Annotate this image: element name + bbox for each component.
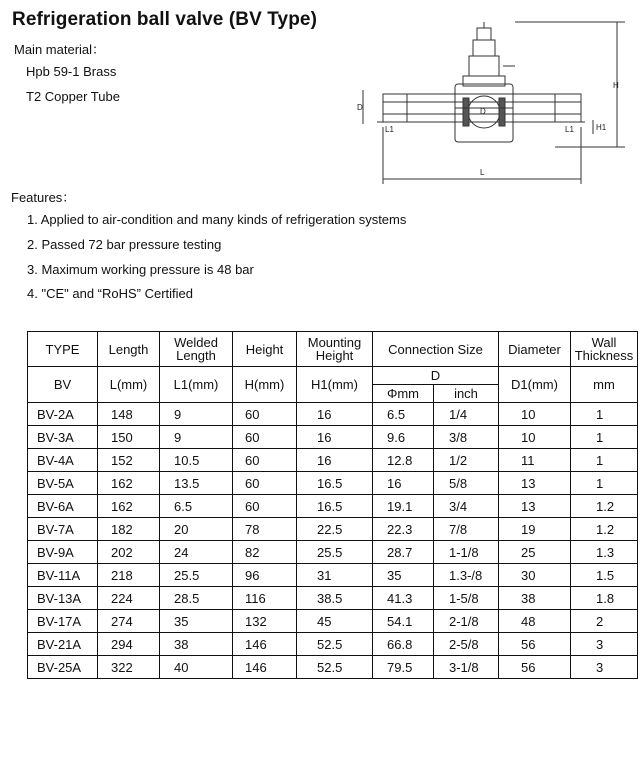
cell-wall-thickness: 3 xyxy=(571,633,638,656)
feature-item-3: 3. Maximum working pressure is 48 bar xyxy=(27,262,254,277)
page-title: Refrigeration ball valve (BV Type) xyxy=(12,9,318,30)
cell-inch: 3-1/8 xyxy=(434,656,499,679)
cell-height: 82 xyxy=(233,541,297,564)
cell-mounting-height: 16.5 xyxy=(297,472,373,495)
cell-mounting-height: 16 xyxy=(297,403,373,426)
cell-type: BV-7A xyxy=(28,518,98,541)
cell-wall-thickness: 1.5 xyxy=(571,564,638,587)
feature-item-2: 2. Passed 72 bar pressure testing xyxy=(27,237,222,252)
cell-diameter: 10 xyxy=(499,403,571,426)
cell-phi-mm: 41.3 xyxy=(373,587,434,610)
cell-wall-thickness: 3 xyxy=(571,656,638,679)
cell-phi-mm: 16 xyxy=(373,472,434,495)
dim-label-h1: H1 xyxy=(596,123,607,132)
cell-welded-length: 10.5 xyxy=(160,449,233,472)
col-header-wall-thickness: Wall Thickness xyxy=(571,332,638,367)
cell-welded-length: 6.5 xyxy=(160,495,233,518)
spec-table xyxy=(27,331,638,679)
cell-type: BV-5A xyxy=(28,472,98,495)
col-header-mounting-height: Mounting Height xyxy=(297,332,373,367)
cell-inch: 3/4 xyxy=(434,495,499,518)
col-header-length: Length xyxy=(98,332,160,367)
cell-length: 202 xyxy=(98,541,160,564)
col-header-diameter: Diameter xyxy=(499,332,571,367)
cell-length: 162 xyxy=(98,472,160,495)
cell-phi-mm: 28.7 xyxy=(373,541,434,564)
cell-phi-mm: 12.8 xyxy=(373,449,434,472)
unit-header-bv: BV xyxy=(28,367,98,403)
cell-wall-thickness: 2 xyxy=(571,610,638,633)
cell-diameter: 13 xyxy=(499,472,571,495)
cell-type: BV-13A xyxy=(28,587,98,610)
unit-header-phi-mm: Φmm xyxy=(373,385,434,403)
col-header-connection-size: Connection Size xyxy=(373,332,499,367)
table-row xyxy=(28,564,638,587)
cell-height: 116 xyxy=(233,587,297,610)
main-material-label: Main material： xyxy=(14,42,106,57)
cell-inch: 3/8 xyxy=(434,426,499,449)
material-item-copper-tube: T2 Copper Tube xyxy=(26,89,120,104)
cell-phi-mm: 6.5 xyxy=(373,403,434,426)
cell-welded-length: 24 xyxy=(160,541,233,564)
cell-diameter: 48 xyxy=(499,610,571,633)
cell-length: 148 xyxy=(98,403,160,426)
cell-mounting-height: 45 xyxy=(297,610,373,633)
cell-wall-thickness: 1.8 xyxy=(571,587,638,610)
cell-welded-length: 40 xyxy=(160,656,233,679)
cell-inch: 5/8 xyxy=(434,472,499,495)
cell-height: 146 xyxy=(233,633,297,656)
cell-inch: 2-1/8 xyxy=(434,610,499,633)
cell-length: 152 xyxy=(98,449,160,472)
col-header-welded-length: Welded Length xyxy=(160,332,233,367)
cell-welded-length: 28.5 xyxy=(160,587,233,610)
cell-welded-length: 38 xyxy=(160,633,233,656)
cell-length: 322 xyxy=(98,656,160,679)
dim-label-d-inner: D xyxy=(480,107,486,116)
cell-diameter: 56 xyxy=(499,656,571,679)
cell-mounting-height: 16 xyxy=(297,449,373,472)
cell-length: 218 xyxy=(98,564,160,587)
feature-item-4: 4. "CE" and “RoHS” Certified xyxy=(27,286,194,301)
cell-type: BV-9A xyxy=(28,541,98,564)
cell-diameter: 30 xyxy=(499,564,571,587)
dim-label-h: H xyxy=(613,81,619,90)
valve-technical-drawing xyxy=(355,12,640,187)
cell-height: 60 xyxy=(233,403,297,426)
cell-phi-mm: 54.1 xyxy=(373,610,434,633)
cell-phi-mm: 9.6 xyxy=(373,426,434,449)
cell-wall-thickness: 1 xyxy=(571,403,638,426)
feature-item-1: 1. Applied to air-condition and many kinds of refrigeration systems xyxy=(27,212,407,227)
cell-inch: 1/4 xyxy=(434,403,499,426)
cell-height: 146 xyxy=(233,656,297,679)
cell-diameter: 13 xyxy=(499,495,571,518)
cell-mounting-height: 16 xyxy=(297,426,373,449)
unit-header-d1: D1(mm) xyxy=(499,367,571,403)
table-row xyxy=(28,426,638,449)
cell-diameter: 25 xyxy=(499,541,571,564)
cell-height: 60 xyxy=(233,495,297,518)
cell-mounting-height: 38.5 xyxy=(297,587,373,610)
cell-length: 274 xyxy=(98,610,160,633)
cell-type: BV-4A xyxy=(28,449,98,472)
cell-height: 96 xyxy=(233,564,297,587)
cell-diameter: 38 xyxy=(499,587,571,610)
col-header-type: TYPE xyxy=(28,332,98,367)
table-row xyxy=(28,472,638,495)
dim-label-l1-right: L1 xyxy=(565,125,574,134)
cell-mounting-height: 52.5 xyxy=(297,633,373,656)
table-row xyxy=(28,633,638,656)
cell-height: 132 xyxy=(233,610,297,633)
table-row xyxy=(28,495,638,518)
cell-length: 150 xyxy=(98,426,160,449)
cell-welded-length: 9 xyxy=(160,426,233,449)
cell-height: 60 xyxy=(233,449,297,472)
cell-height: 60 xyxy=(233,472,297,495)
table-row xyxy=(28,518,638,541)
cell-wall-thickness: 1 xyxy=(571,449,638,472)
cell-welded-length: 25.5 xyxy=(160,564,233,587)
cell-phi-mm: 19.1 xyxy=(373,495,434,518)
unit-header-l1: L1(mm) xyxy=(160,367,233,403)
cell-phi-mm: 66.8 xyxy=(373,633,434,656)
cell-type: BV-2A xyxy=(28,403,98,426)
cell-type: BV-6A xyxy=(28,495,98,518)
cell-type: BV-17A xyxy=(28,610,98,633)
cell-inch: 1.3-/8 xyxy=(434,564,499,587)
cell-phi-mm: 79.5 xyxy=(373,656,434,679)
cell-wall-thickness: 1.2 xyxy=(571,518,638,541)
cell-length: 162 xyxy=(98,495,160,518)
table-row xyxy=(28,656,638,679)
cell-length: 294 xyxy=(98,633,160,656)
cell-inch: 1-1/8 xyxy=(434,541,499,564)
unit-header-h1: H1(mm) xyxy=(297,367,373,403)
cell-inch: 2-5/8 xyxy=(434,633,499,656)
cell-mounting-height: 52.5 xyxy=(297,656,373,679)
table-row xyxy=(28,449,638,472)
cell-welded-length: 9 xyxy=(160,403,233,426)
cell-diameter: 56 xyxy=(499,633,571,656)
cell-welded-length: 20 xyxy=(160,518,233,541)
cell-mounting-height: 16.5 xyxy=(297,495,373,518)
col-header-height: Height xyxy=(233,332,297,367)
cell-diameter: 11 xyxy=(499,449,571,472)
table-row xyxy=(28,541,638,564)
cell-height: 60 xyxy=(233,426,297,449)
unit-header-mm: mm xyxy=(571,367,638,403)
dim-label-l: L xyxy=(480,168,485,177)
cell-wall-thickness: 1 xyxy=(571,426,638,449)
cell-length: 224 xyxy=(98,587,160,610)
cell-inch: 7/8 xyxy=(434,518,499,541)
cell-type: BV-25A xyxy=(28,656,98,679)
dim-label-d: D xyxy=(357,103,363,112)
cell-mounting-height: 25.5 xyxy=(297,541,373,564)
unit-header-d: D xyxy=(373,367,499,385)
material-item-brass: Hpb 59-1 Brass xyxy=(26,64,117,79)
cell-wall-thickness: 1.2 xyxy=(571,495,638,518)
cell-diameter: 10 xyxy=(499,426,571,449)
cell-inch: 1/2 xyxy=(434,449,499,472)
table-row xyxy=(28,403,638,426)
unit-header-l: L(mm) xyxy=(98,367,160,403)
cell-type: BV-3A xyxy=(28,426,98,449)
features-label: Features： xyxy=(11,190,76,205)
table-row xyxy=(28,610,638,633)
cell-phi-mm: 35 xyxy=(373,564,434,587)
unit-header-inch: inch xyxy=(434,385,499,403)
cell-mounting-height: 31 xyxy=(297,564,373,587)
cell-welded-length: 13.5 xyxy=(160,472,233,495)
cell-welded-length: 35 xyxy=(160,610,233,633)
cell-phi-mm: 22.3 xyxy=(373,518,434,541)
unit-header-h: H(mm) xyxy=(233,367,297,403)
cell-wall-thickness: 1.3 xyxy=(571,541,638,564)
cell-mounting-height: 22.5 xyxy=(297,518,373,541)
cell-diameter: 19 xyxy=(499,518,571,541)
dim-label-l1-left: L1 xyxy=(385,125,394,134)
cell-height: 78 xyxy=(233,518,297,541)
cell-wall-thickness: 1 xyxy=(571,472,638,495)
cell-length: 182 xyxy=(98,518,160,541)
cell-inch: 1-5/8 xyxy=(434,587,499,610)
cell-type: BV-11A xyxy=(28,564,98,587)
cell-type: BV-21A xyxy=(28,633,98,656)
table-row xyxy=(28,587,638,610)
